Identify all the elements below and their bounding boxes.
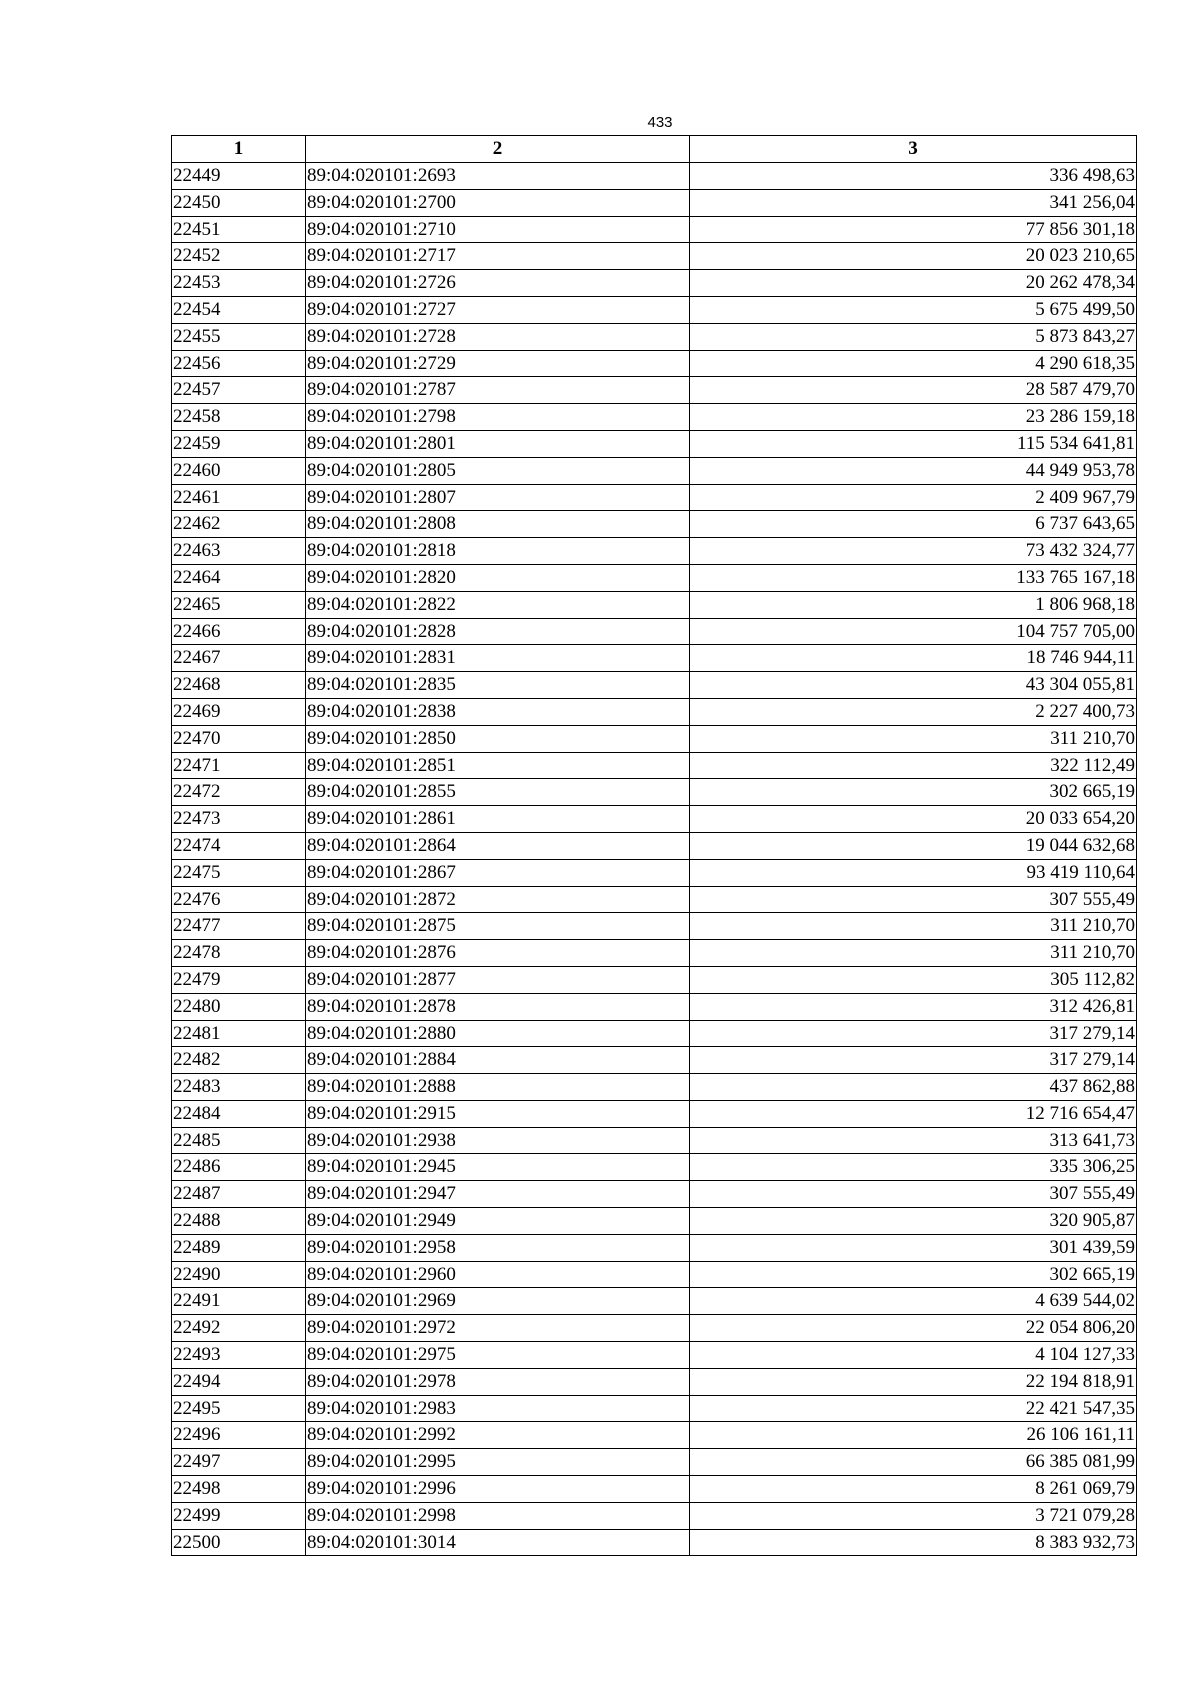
value-cell: 335 306,25 xyxy=(690,1154,1137,1181)
cadastral-number-cell: 89:04:020101:2878 xyxy=(306,993,690,1020)
cadastral-number-cell: 89:04:020101:2798 xyxy=(306,404,690,431)
table-row xyxy=(172,216,1137,243)
row-number-cell: 22449 xyxy=(172,163,306,190)
table-row xyxy=(172,1234,1137,1261)
value-cell: 322 112,49 xyxy=(690,752,1137,779)
row-number-cell: 22495 xyxy=(172,1395,306,1422)
value-cell: 20 262 478,34 xyxy=(690,270,1137,297)
column-header-1: 1 xyxy=(172,136,306,163)
row-number-cell: 22450 xyxy=(172,189,306,216)
cadastral-number-cell: 89:04:020101:2822 xyxy=(306,591,690,618)
cadastral-number-cell: 89:04:020101:2838 xyxy=(306,698,690,725)
value-cell: 22 054 806,20 xyxy=(690,1315,1137,1342)
table-row xyxy=(172,618,1137,645)
cadastral-number-cell: 89:04:020101:2995 xyxy=(306,1449,690,1476)
table-row xyxy=(172,1208,1137,1235)
table-row xyxy=(172,163,1137,190)
row-number-cell: 22489 xyxy=(172,1234,306,1261)
row-number-cell: 22492 xyxy=(172,1315,306,1342)
table-row xyxy=(172,511,1137,538)
value-cell: 2 227 400,73 xyxy=(690,698,1137,725)
value-cell: 104 757 705,00 xyxy=(690,618,1137,645)
table-row xyxy=(172,832,1137,859)
row-number-cell: 22487 xyxy=(172,1181,306,1208)
row-number-cell: 22499 xyxy=(172,1502,306,1529)
cadastral-number-cell: 89:04:020101:2807 xyxy=(306,484,690,511)
cadastral-number-cell: 89:04:020101:2693 xyxy=(306,163,690,190)
value-cell: 4 290 618,35 xyxy=(690,350,1137,377)
row-number-cell: 22494 xyxy=(172,1368,306,1395)
table-row xyxy=(172,538,1137,565)
cadastral-number-cell: 89:04:020101:2700 xyxy=(306,189,690,216)
value-cell: 133 765 167,18 xyxy=(690,564,1137,591)
table-row xyxy=(172,1395,1137,1422)
value-cell: 4 104 127,33 xyxy=(690,1342,1137,1369)
table-row xyxy=(172,243,1137,270)
cadastral-number-cell: 89:04:020101:2880 xyxy=(306,1020,690,1047)
row-number-cell: 22468 xyxy=(172,672,306,699)
table-row xyxy=(172,913,1137,940)
table-row xyxy=(172,779,1137,806)
row-number-cell: 22467 xyxy=(172,645,306,672)
cadastral-number-cell: 89:04:020101:2861 xyxy=(306,806,690,833)
cadastral-number-cell: 89:04:020101:2875 xyxy=(306,913,690,940)
value-cell: 305 112,82 xyxy=(690,966,1137,993)
table-row xyxy=(172,377,1137,404)
table-row xyxy=(172,1288,1137,1315)
value-cell: 8 383 932,73 xyxy=(690,1529,1137,1556)
table-row xyxy=(172,1154,1137,1181)
table-row xyxy=(172,270,1137,297)
value-cell: 28 587 479,70 xyxy=(690,377,1137,404)
value-cell: 19 044 632,68 xyxy=(690,832,1137,859)
cadastral-number-cell: 89:04:020101:2884 xyxy=(306,1047,690,1074)
table-row xyxy=(172,752,1137,779)
table-row xyxy=(172,1127,1137,1154)
value-cell: 311 210,70 xyxy=(690,725,1137,752)
table-row xyxy=(172,859,1137,886)
value-cell: 3 721 079,28 xyxy=(690,1502,1137,1529)
cadastral-number-cell: 89:04:020101:2998 xyxy=(306,1502,690,1529)
row-number-cell: 22485 xyxy=(172,1127,306,1154)
row-number-cell: 22462 xyxy=(172,511,306,538)
table-row xyxy=(172,806,1137,833)
table-row xyxy=(172,1502,1137,1529)
row-number-cell: 22459 xyxy=(172,430,306,457)
table-row xyxy=(172,645,1137,672)
row-number-cell: 22484 xyxy=(172,1100,306,1127)
table-row xyxy=(172,940,1137,967)
cadastral-number-cell: 89:04:020101:2958 xyxy=(306,1234,690,1261)
table-row xyxy=(172,484,1137,511)
row-number-cell: 22500 xyxy=(172,1529,306,1556)
row-number-cell: 22453 xyxy=(172,270,306,297)
row-number-cell: 22471 xyxy=(172,752,306,779)
value-cell: 115 534 641,81 xyxy=(690,430,1137,457)
value-cell: 5 675 499,50 xyxy=(690,296,1137,323)
table-row xyxy=(172,1074,1137,1101)
table-header-row xyxy=(172,136,1137,163)
cadastral-number-cell: 89:04:020101:2877 xyxy=(306,966,690,993)
table-row xyxy=(172,189,1137,216)
value-cell: 20 033 654,20 xyxy=(690,806,1137,833)
value-cell: 317 279,14 xyxy=(690,1047,1137,1074)
cadastral-number-cell: 89:04:020101:2972 xyxy=(306,1315,690,1342)
cadastral-number-cell: 89:04:020101:2801 xyxy=(306,430,690,457)
cadastral-number-cell: 89:04:020101:2787 xyxy=(306,377,690,404)
table-row xyxy=(172,698,1137,725)
table-row xyxy=(172,296,1137,323)
row-number-cell: 22479 xyxy=(172,966,306,993)
row-number-cell: 22456 xyxy=(172,350,306,377)
value-cell: 311 210,70 xyxy=(690,940,1137,967)
table-row xyxy=(172,457,1137,484)
table-row xyxy=(172,1368,1137,1395)
row-number-cell: 22476 xyxy=(172,886,306,913)
row-number-cell: 22458 xyxy=(172,404,306,431)
row-number-cell: 22470 xyxy=(172,725,306,752)
table-row xyxy=(172,1529,1137,1556)
cadastral-number-cell: 89:04:020101:2855 xyxy=(306,779,690,806)
value-cell: 336 498,63 xyxy=(690,163,1137,190)
row-number-cell: 22475 xyxy=(172,859,306,886)
cadastral-number-cell: 89:04:020101:2969 xyxy=(306,1288,690,1315)
value-cell: 307 555,49 xyxy=(690,886,1137,913)
cadastral-number-cell: 89:04:020101:2820 xyxy=(306,564,690,591)
cadastral-number-cell: 89:04:020101:2983 xyxy=(306,1395,690,1422)
row-number-cell: 22452 xyxy=(172,243,306,270)
data-table xyxy=(171,135,1137,1556)
table-row xyxy=(172,1476,1137,1503)
row-number-cell: 22482 xyxy=(172,1047,306,1074)
value-cell: 20 023 210,65 xyxy=(690,243,1137,270)
table-row xyxy=(172,886,1137,913)
cadastral-number-cell: 89:04:020101:2960 xyxy=(306,1261,690,1288)
value-cell: 4 639 544,02 xyxy=(690,1288,1137,1315)
row-number-cell: 22469 xyxy=(172,698,306,725)
value-cell: 77 856 301,18 xyxy=(690,216,1137,243)
table-row xyxy=(172,1181,1137,1208)
row-number-cell: 22473 xyxy=(172,806,306,833)
cadastral-number-cell: 89:04:020101:2850 xyxy=(306,725,690,752)
row-number-cell: 22460 xyxy=(172,457,306,484)
value-cell: 341 256,04 xyxy=(690,189,1137,216)
cadastral-number-cell: 89:04:020101:2851 xyxy=(306,752,690,779)
cadastral-number-cell: 89:04:020101:2996 xyxy=(306,1476,690,1503)
table-row xyxy=(172,1422,1137,1449)
row-number-cell: 22472 xyxy=(172,779,306,806)
table-row xyxy=(172,1020,1137,1047)
row-number-cell: 22491 xyxy=(172,1288,306,1315)
value-cell: 22 194 818,91 xyxy=(690,1368,1137,1395)
value-cell: 22 421 547,35 xyxy=(690,1395,1137,1422)
table-row xyxy=(172,404,1137,431)
cadastral-number-cell: 89:04:020101:2864 xyxy=(306,832,690,859)
row-number-cell: 22493 xyxy=(172,1342,306,1369)
cadastral-number-cell: 89:04:020101:2726 xyxy=(306,270,690,297)
table-row xyxy=(172,1047,1137,1074)
cadastral-number-cell: 89:04:020101:2867 xyxy=(306,859,690,886)
table-row xyxy=(172,1315,1137,1342)
table-row xyxy=(172,1100,1137,1127)
table-row xyxy=(172,966,1137,993)
value-cell: 312 426,81 xyxy=(690,993,1137,1020)
value-cell: 73 432 324,77 xyxy=(690,538,1137,565)
value-cell: 66 385 081,99 xyxy=(690,1449,1137,1476)
cadastral-number-cell: 89:04:020101:2710 xyxy=(306,216,690,243)
cadastral-number-cell: 89:04:020101:2728 xyxy=(306,323,690,350)
row-number-cell: 22454 xyxy=(172,296,306,323)
row-number-cell: 22496 xyxy=(172,1422,306,1449)
row-number-cell: 22490 xyxy=(172,1261,306,1288)
value-cell: 93 419 110,64 xyxy=(690,859,1137,886)
cadastral-number-cell: 89:04:020101:2835 xyxy=(306,672,690,699)
row-number-cell: 22457 xyxy=(172,377,306,404)
row-number-cell: 22497 xyxy=(172,1449,306,1476)
row-number-cell: 22455 xyxy=(172,323,306,350)
value-cell: 307 555,49 xyxy=(690,1181,1137,1208)
row-number-cell: 22480 xyxy=(172,993,306,1020)
cadastral-number-cell: 89:04:020101:2818 xyxy=(306,538,690,565)
cadastral-number-cell: 89:04:020101:2938 xyxy=(306,1127,690,1154)
value-cell: 302 665,19 xyxy=(690,779,1137,806)
cadastral-number-cell: 89:04:020101:2949 xyxy=(306,1208,690,1235)
cadastral-number-cell: 89:04:020101:2975 xyxy=(306,1342,690,1369)
cadastral-number-cell: 89:04:020101:2915 xyxy=(306,1100,690,1127)
row-number-cell: 22461 xyxy=(172,484,306,511)
row-number-cell: 22477 xyxy=(172,913,306,940)
row-number-cell: 22481 xyxy=(172,1020,306,1047)
cadastral-number-cell: 89:04:020101:2872 xyxy=(306,886,690,913)
row-number-cell: 22478 xyxy=(172,940,306,967)
value-cell: 26 106 161,11 xyxy=(690,1422,1137,1449)
row-number-cell: 22483 xyxy=(172,1074,306,1101)
row-number-cell: 22451 xyxy=(172,216,306,243)
cadastral-number-cell: 89:04:020101:2947 xyxy=(306,1181,690,1208)
row-number-cell: 22486 xyxy=(172,1154,306,1181)
value-cell: 1 806 968,18 xyxy=(690,591,1137,618)
value-cell: 302 665,19 xyxy=(690,1261,1137,1288)
value-cell: 5 873 843,27 xyxy=(690,323,1137,350)
cadastral-number-cell: 89:04:020101:2805 xyxy=(306,457,690,484)
table-row xyxy=(172,1261,1137,1288)
table-body xyxy=(172,163,1137,1556)
value-cell: 6 737 643,65 xyxy=(690,511,1137,538)
table-row xyxy=(172,591,1137,618)
cadastral-number-cell: 89:04:020101:2808 xyxy=(306,511,690,538)
table-row xyxy=(172,672,1137,699)
cadastral-number-cell: 89:04:020101:2828 xyxy=(306,618,690,645)
cadastral-number-cell: 89:04:020101:3014 xyxy=(306,1529,690,1556)
value-cell: 8 261 069,79 xyxy=(690,1476,1137,1503)
cadastral-number-cell: 89:04:020101:2727 xyxy=(306,296,690,323)
table-row xyxy=(172,725,1137,752)
value-cell: 2 409 967,79 xyxy=(690,484,1137,511)
column-header-2: 2 xyxy=(306,136,690,163)
table-row xyxy=(172,323,1137,350)
cadastral-number-cell: 89:04:020101:2729 xyxy=(306,350,690,377)
cadastral-number-cell: 89:04:020101:2831 xyxy=(306,645,690,672)
row-number-cell: 22488 xyxy=(172,1208,306,1235)
table-row xyxy=(172,350,1137,377)
table-row xyxy=(172,564,1137,591)
value-cell: 43 304 055,81 xyxy=(690,672,1137,699)
value-cell: 301 439,59 xyxy=(690,1234,1137,1261)
value-cell: 23 286 159,18 xyxy=(690,404,1137,431)
row-number-cell: 22465 xyxy=(172,591,306,618)
value-cell: 313 641,73 xyxy=(690,1127,1137,1154)
cadastral-number-cell: 89:04:020101:2717 xyxy=(306,243,690,270)
cadastral-number-cell: 89:04:020101:2876 xyxy=(306,940,690,967)
page-number: 433 xyxy=(647,114,673,131)
table-row xyxy=(172,1342,1137,1369)
table-row xyxy=(172,993,1137,1020)
row-number-cell: 22463 xyxy=(172,538,306,565)
value-cell: 437 862,88 xyxy=(690,1074,1137,1101)
row-number-cell: 22474 xyxy=(172,832,306,859)
value-cell: 311 210,70 xyxy=(690,913,1137,940)
row-number-cell: 22464 xyxy=(172,564,306,591)
value-cell: 320 905,87 xyxy=(690,1208,1137,1235)
value-cell: 317 279,14 xyxy=(690,1020,1137,1047)
value-cell: 18 746 944,11 xyxy=(690,645,1137,672)
cadastral-number-cell: 89:04:020101:2978 xyxy=(306,1368,690,1395)
value-cell: 44 949 953,78 xyxy=(690,457,1137,484)
cadastral-number-cell: 89:04:020101:2888 xyxy=(306,1074,690,1101)
column-header-3: 3 xyxy=(690,136,1137,163)
value-cell: 12 716 654,47 xyxy=(690,1100,1137,1127)
cadastral-number-cell: 89:04:020101:2945 xyxy=(306,1154,690,1181)
table-row xyxy=(172,1449,1137,1476)
row-number-cell: 22498 xyxy=(172,1476,306,1503)
row-number-cell: 22466 xyxy=(172,618,306,645)
cadastral-number-cell: 89:04:020101:2992 xyxy=(306,1422,690,1449)
table-row xyxy=(172,430,1137,457)
